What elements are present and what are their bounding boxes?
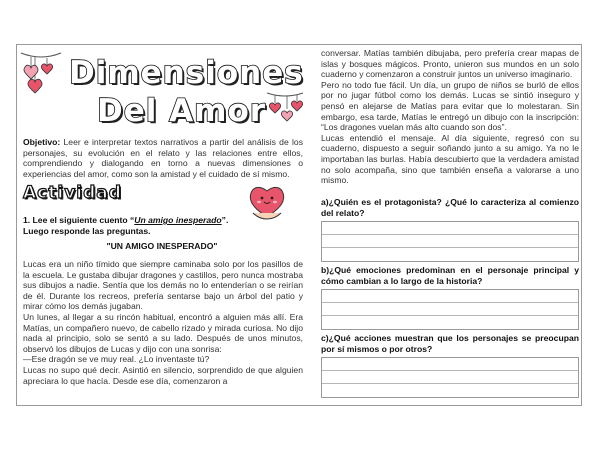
- question-text: a)¿Quién es el protagonista? ¿Qué lo caracteriza al comienzo del relato?: [321, 197, 579, 218]
- answer-line[interactable]: [322, 248, 578, 261]
- question-b: [321, 265, 579, 330]
- story-paragraph: Lucas entendió el mensaje. Al día siguiente, regresó con su cuaderno, dispuesto a seguir soñando junto a su amigo. Ya no le importaban las burlas. Había descubierto que la verdadera amistad no solo acompaña, sino que también enseña a valorarse a uno mismo.: [321, 132, 579, 186]
- answer-line[interactable]: [322, 384, 578, 397]
- answer-box[interactable]: [321, 289, 579, 330]
- title-line-2: Del Amor: [97, 93, 267, 129]
- instruction-story-name: Un amigo inesperado: [134, 215, 222, 225]
- activity-instruction: [23, 215, 248, 236]
- hanging-hearts-right-icon: [265, 89, 305, 125]
- objective-text: Leer e interpretar textos narrativos a partir del análisis de los personajes, su evolución en el relato y las relaciones entre ellos, comprendiendo y dialogando en torno a nuevas dimensiones o experiencias del amor, como son la amistad y el cuidado de sí mismo.: [23, 137, 303, 179]
- hanging-hearts-left-icon: [19, 47, 63, 97]
- answer-line[interactable]: [322, 303, 578, 316]
- title-block: [17, 45, 307, 137]
- worksheet: [16, 44, 582, 406]
- left-column: [17, 45, 307, 405]
- answer-line[interactable]: [322, 371, 578, 384]
- answer-line[interactable]: [322, 222, 578, 235]
- answer-line[interactable]: [322, 290, 578, 303]
- answer-line[interactable]: [322, 316, 578, 329]
- story-paragraph: Lucas era un niño tímido que siempre caminaba solo por los pasillos de la escuela. Le gustaba dibujar dragones y castillos, pero nunca mostraba sus dibujos a nadie. Sentía que los demás no lo entenderían o se reirían de él. Durante los recreos, prefería sentarse bajo un árbol del patio y mirar cómo los demás jugaban.: [23, 259, 303, 312]
- answer-line[interactable]: [322, 358, 578, 371]
- instruction-suffix: ”. Luego responde las preguntas.: [23, 215, 229, 236]
- activity-heading: Actividad: [23, 183, 122, 203]
- story-paragraph: Pero no todo fue fácil. Un día, un grupo de niños se burló de ellos por no jugar fútbol como los demás. Lucas se sintió inseguro y pensó en alejarse de Matías para evitar que lo molestaran. Sin embargo, esa tarde, Matías le entregó un dibujo con la inscripción: “Los dragones vuelan más alto cuando son dos”.: [321, 79, 579, 133]
- question-text: b)¿Qué emociones predominan en el personaje principal y cómo cambian a lo largo de la historia?: [321, 265, 579, 286]
- story-paragraph: conversar. Matías también dibujaba, pero prefería crear mapas de islas y bosques mágicos. Pronto, unieron sus mundos en un solo cuaderno y comenzaron a construir juntos un universo imaginario.: [321, 48, 579, 80]
- heart-character-icon: [245, 179, 289, 223]
- title-line-1: Dimensiones: [69, 55, 304, 91]
- story-text-left: [23, 259, 303, 386]
- question-a: [321, 197, 579, 262]
- right-column: [315, 45, 582, 405]
- story-paragraph: Lucas no supo qué decir. Asintió en silencio, sorprendido de que alguien apreciara lo que hacía. Desde ese día, comenzaron a: [23, 364, 303, 386]
- question-text: c)¿Qué acciones muestran que los personajes se preocupan por sí mismos o por otros?: [321, 333, 579, 354]
- answer-line[interactable]: [322, 235, 578, 248]
- story-paragraph: Un lunes, al llegar a su rincón habitual, encontró a alguien más allí. Era Matías, un compañero nuevo, de cabello rizado y mirada curiosa. No dijo nada al principio, solo se sentó a su lado. Después de unos minutos, observó los dibujos de Lucas y dijo con una sonrisa:: [23, 311, 303, 354]
- story-title: "UN AMIGO INESPERADO": [106, 241, 218, 251]
- story-text-right: [321, 48, 579, 186]
- instruction-prefix: 1. Lee el siguiente cuento “: [23, 215, 135, 225]
- story-paragraph: —Ese dragón se ve muy real. ¿Lo inventaste tú?: [23, 354, 210, 365]
- answer-box[interactable]: [321, 221, 579, 262]
- objective-label: Objetivo:: [23, 137, 61, 147]
- objective-paragraph: [23, 137, 303, 179]
- answer-box[interactable]: [321, 357, 579, 398]
- question-c: [321, 333, 579, 398]
